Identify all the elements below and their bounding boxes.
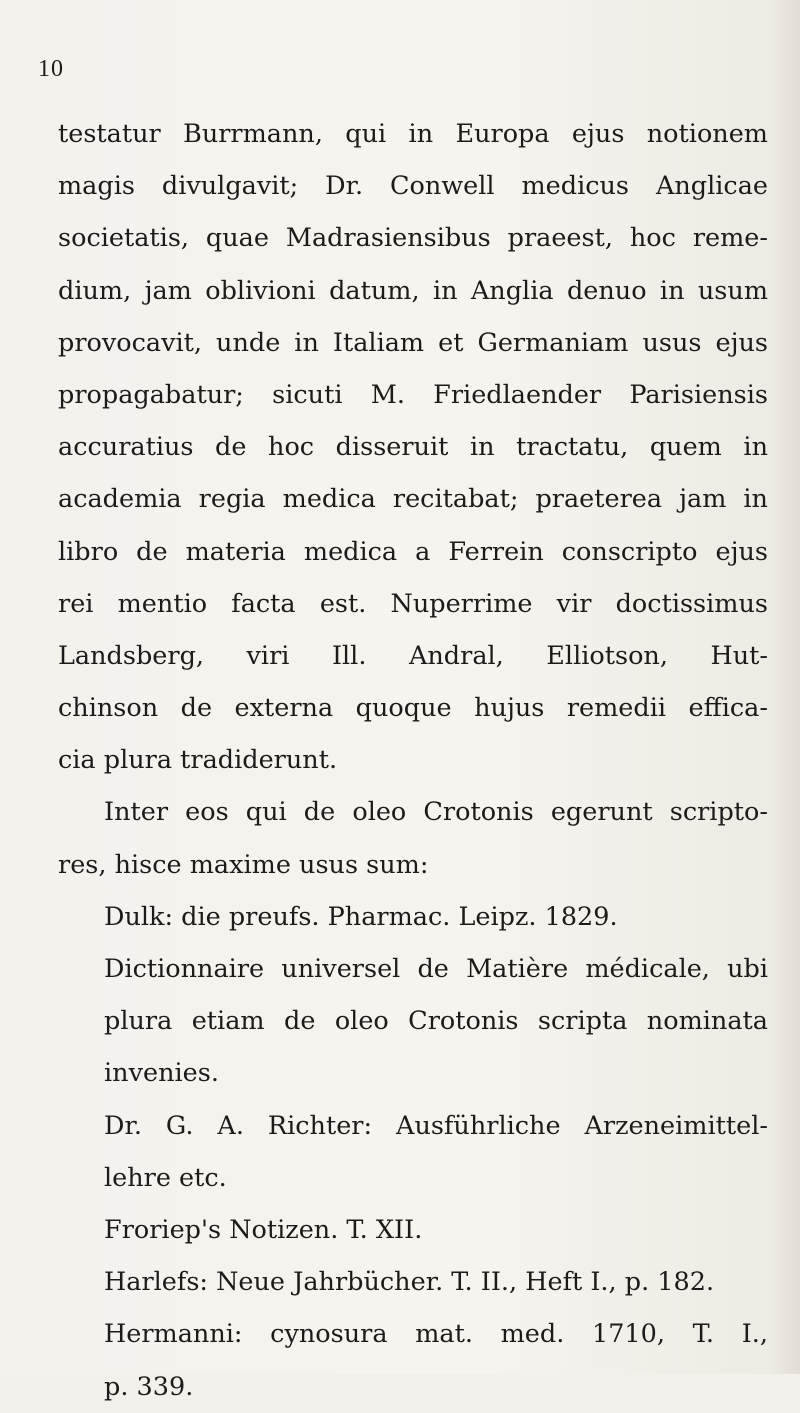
bib-line: Dr. G. A. Richter: Ausführliche Arzeneimittel- <box>104 1110 768 1141</box>
text-line: provocavit, unde in Italiam et Germaniam usus ejus <box>58 327 768 358</box>
bibliography-entry <box>58 1100 768 1204</box>
text-line: chinson de externa quoque hujus remedii effica- <box>58 693 768 724</box>
bibliography <box>58 891 768 1413</box>
paragraph-2 <box>58 786 768 890</box>
text-line: rei mentio facta est. Nuperrime vir doctissimus <box>58 588 768 619</box>
bibliography-entry <box>58 1204 768 1256</box>
text-line: accuratius de hoc disseruit in tractatu, quem in <box>58 432 768 463</box>
text-line: libro de materia medica a Ferrein conscripto ejus <box>58 536 768 567</box>
text-line: academia regia medica recitabat; praeterea jam in <box>58 484 768 515</box>
text-line: testatur Burrmann, qui in Europa ejus notionem <box>58 119 768 149</box>
text-line: societatis, quae Madrasiensibus praeest, hoc reme- <box>58 223 768 254</box>
bib-line: invenies. <box>104 1058 219 1089</box>
text-line: magis divulgavit; Dr. Conwell medicus Anglicae <box>58 171 768 202</box>
bib-line: Dictionnaire universel de Matière médicale, ubi <box>104 954 768 984</box>
bib-line: lehre etc. <box>104 1162 227 1193</box>
text-line: res, hisce maxime usus sum: <box>58 849 429 880</box>
bib-line: Froriep's Notizen. T. XII. <box>104 1214 423 1245</box>
paragraph-1 <box>58 108 768 786</box>
bib-line: p. 339. <box>104 1371 194 1402</box>
bibliography-entry <box>58 1308 768 1412</box>
page-number: 10 <box>38 56 64 82</box>
bib-line: Harlefs: Neue Jahrbücher. T. II., Heft I., p. 182. <box>104 1267 715 1298</box>
text-line: dium, jam oblivioni datum, in Anglia denuo in usum <box>58 275 768 306</box>
bib-line: Dulk: die preufs. Pharmac. Leipz. 1829. <box>104 901 618 932</box>
text-line: Landsberg, viri Ill. Andral, Elliotson, Hut- <box>58 640 768 671</box>
text-line: cia plura tradiderunt. <box>58 745 338 776</box>
bibliography-entry <box>58 943 768 1100</box>
text-line: Inter eos qui de oleo Crotonis egerunt scripto- <box>104 797 768 828</box>
bib-line: plura etiam de oleo Crotonis scripta nominata <box>104 1006 768 1037</box>
bib-line: Hermanni: cynosura mat. med. 1710, T. I., <box>104 1319 768 1350</box>
bibliography-entry <box>58 891 768 943</box>
text-line: propagabatur; sicuti M. Friedlaender Parisiensis <box>58 379 768 410</box>
bibliography-entry <box>58 1256 768 1308</box>
body-text <box>58 108 768 1413</box>
